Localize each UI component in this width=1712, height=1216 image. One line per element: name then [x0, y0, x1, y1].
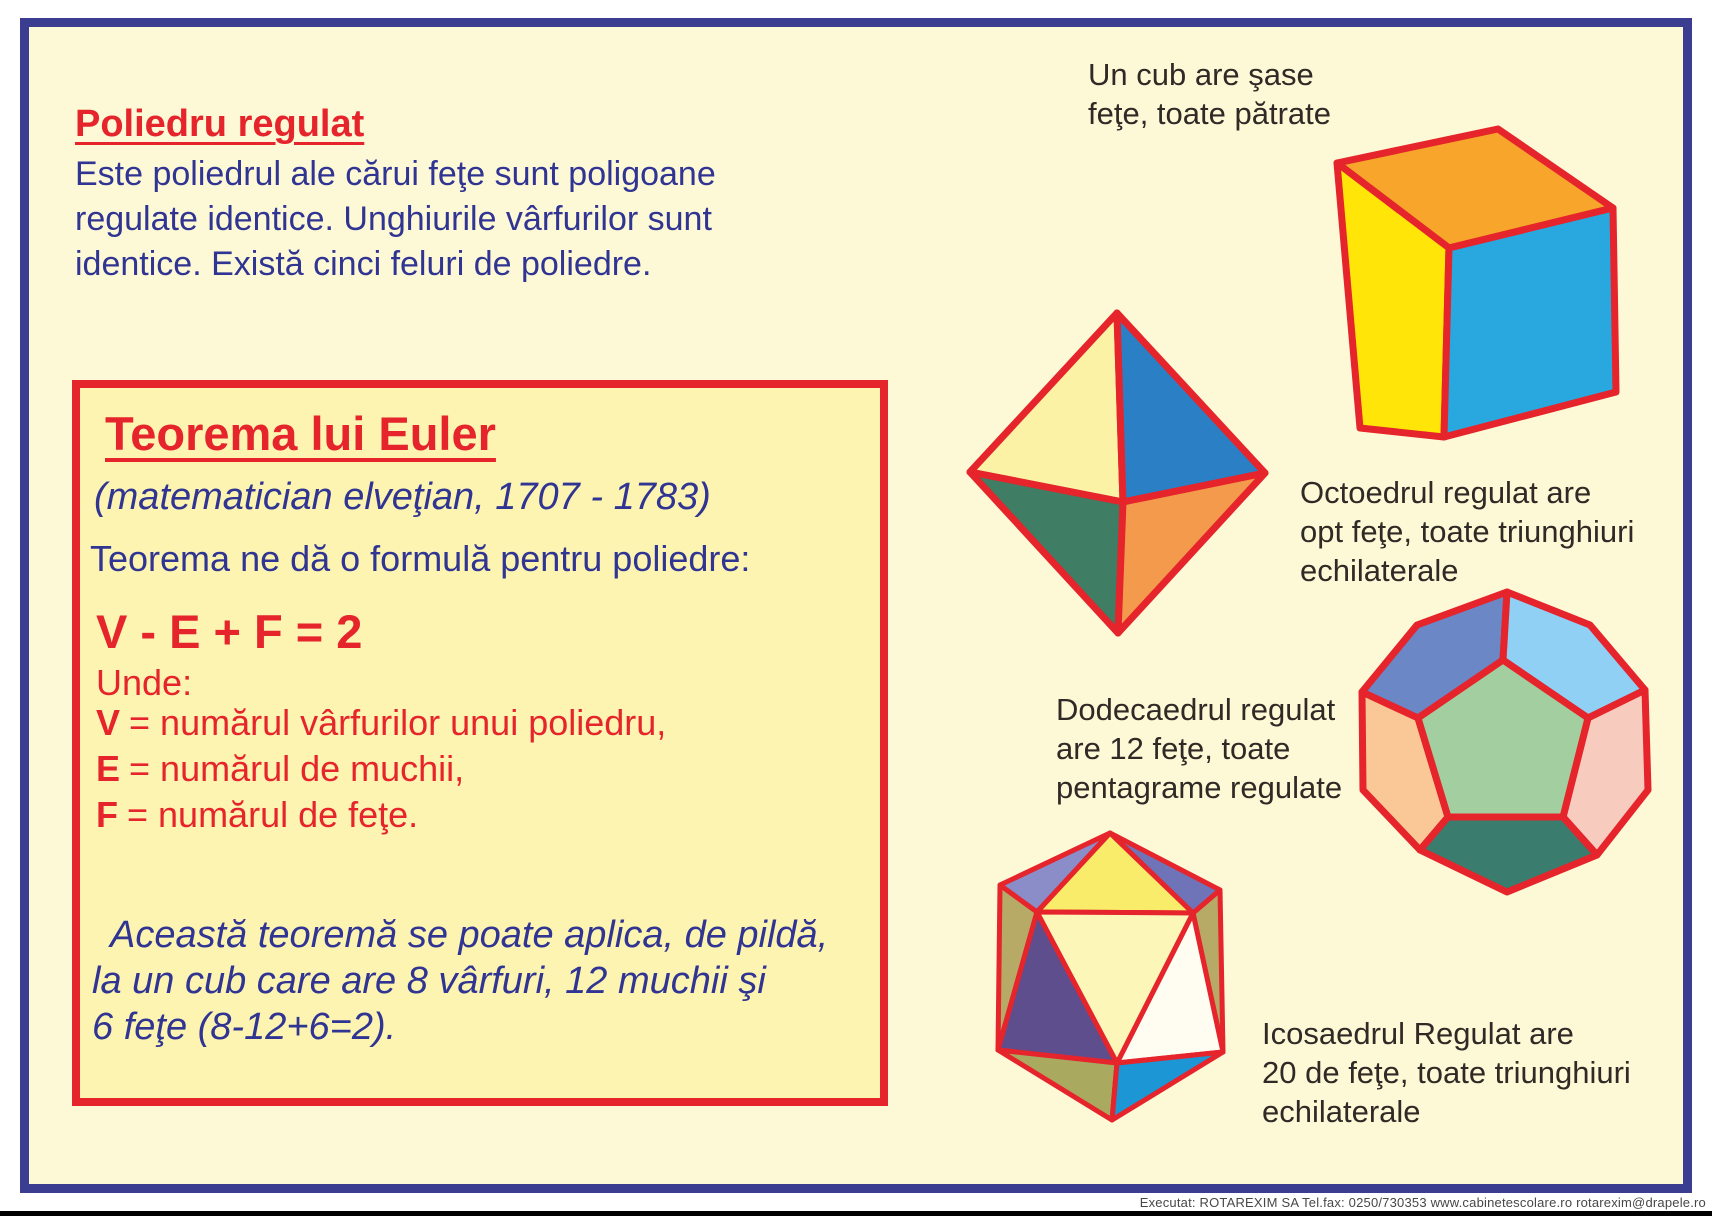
example-line-2: la un cub care are 8 vârfuri, 12 muchii şi — [92, 960, 766, 1002]
icosahedron-caption — [1262, 1014, 1631, 1131]
cube-caption-line-2: feţe, toate pătrate — [1088, 96, 1332, 131]
definition-v — [96, 700, 666, 746]
icosahedron-caption-line-3: echilaterale — [1262, 1094, 1421, 1129]
octahedron-bottom-right-face — [1118, 473, 1265, 633]
euler-box-subtitle: (matematician elveţian, 1707 - 1783) — [94, 476, 711, 518]
definition-v-text: = numărul vârfurilor unui poliedru, — [129, 702, 667, 743]
euler-theorem-box — [72, 380, 888, 1106]
where-label: Unde: — [96, 662, 193, 703]
icosahedron-bottom-left-face — [998, 1050, 1117, 1120]
dodecahedron-caption-line-3: pentagrame regulate — [1056, 770, 1343, 805]
icosahedron-caption-line-1: Icosaedrul Regulat are — [1262, 1016, 1574, 1051]
icosahedron-bottom-blue-face — [1112, 1052, 1223, 1120]
symbol-f: F — [96, 794, 118, 835]
printer-credit: Executat: ROTAREXIM SA Tel.fax: 0250/730353 www.cabinetescolare.ro rotarexim@drapele.ro — [1139, 1195, 1706, 1210]
icosahedron-caption-line-2: 20 de feţe, toate triunghiuri — [1262, 1055, 1631, 1090]
example-line-1: Această teoremă se poate aplica, de pildă, — [110, 914, 829, 956]
definition-e — [96, 746, 666, 792]
example-paragraph — [92, 912, 828, 1050]
dodecahedron-caption-line-2: are 12 feţe, toate — [1056, 731, 1291, 766]
dodecahedron-caption-line-1: Dodecaedrul regulat — [1056, 692, 1336, 727]
octahedron-caption-line-3: echilaterale — [1300, 553, 1459, 588]
octahedron-top-right-face — [1117, 313, 1265, 502]
cube-right-face — [1444, 208, 1616, 437]
intro-line-3: identice. Există cinci feluri de poliedre. — [75, 245, 652, 283]
bottom-edge-bar — [0, 1211, 1712, 1216]
euler-formula: V - E + F = 2 — [96, 605, 363, 658]
definition-f-text: = numărul de feţe. — [127, 794, 419, 835]
dodecahedron-caption — [1056, 690, 1342, 807]
definition-f — [96, 792, 666, 838]
cube-figure — [1330, 120, 1630, 450]
octahedron-bottom-left-face — [970, 472, 1123, 633]
cube-caption-line-1: Un cub are şase — [1088, 57, 1314, 92]
cube-caption — [1088, 55, 1331, 133]
octahedron-caption-line-1: Octoedrul regulat are — [1300, 475, 1592, 510]
dodecahedron-bottom-face — [1420, 817, 1597, 892]
dodecahedron-figure — [1355, 585, 1655, 900]
octahedron-figure — [955, 300, 1285, 650]
definition-e-text: = numărul de muchii, — [129, 748, 465, 789]
octahedron-caption — [1300, 473, 1634, 590]
intro-paragraph — [75, 152, 716, 287]
intro-line-1: Este poliedrul ale cărui feţe sunt poligoane — [75, 155, 716, 193]
icosahedron-figure — [985, 825, 1235, 1130]
intro-title: Poliedru regulat — [75, 103, 365, 145]
euler-box-title: Teorema lui Euler — [105, 407, 496, 460]
intro-line-2: regulate identice. Unghiurile vârfurilor sunt — [75, 200, 712, 238]
symbol-e: E — [96, 748, 121, 789]
euler-box-lead: Teorema ne dă o formulă pentru poliedre: — [90, 538, 751, 579]
example-line-3: 6 feţe (8-12+6=2). — [92, 1006, 397, 1048]
symbol-v: V — [96, 702, 121, 743]
formula-definitions — [96, 700, 666, 838]
octahedron-caption-line-2: opt feţe, toate triunghiuri — [1300, 514, 1635, 549]
